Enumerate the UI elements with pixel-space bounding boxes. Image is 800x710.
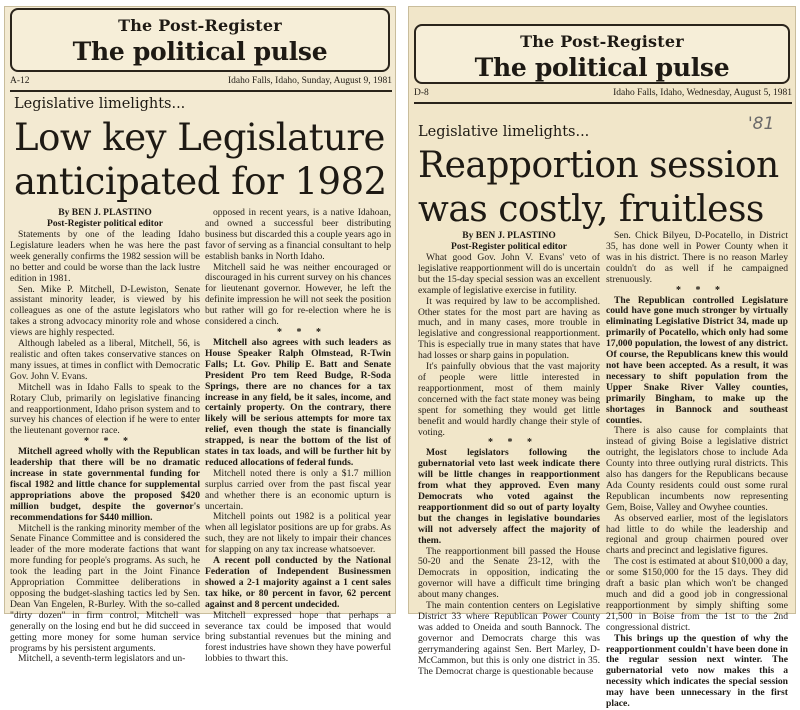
handwritten-note: '81 [748, 114, 775, 134]
article-paragraph: Although labeled as a liberal, Mitchell, 56, is realistic and often takes conservative stances on many issues, at times in conflict with Democratic Gov. John V. Evans. [10, 338, 200, 382]
article-paragraph: Sen. Chick Bilyeu, D-Pocatello, in District 35, has done well in Power County when it was in his district. There is no reason Marley couldn't do as well if he campaigned strenuously. [606, 230, 788, 285]
article-paragraph: Mitchell, a seventh-term legislators and un- [18, 653, 186, 665]
paper-name: The Post-Register [118, 16, 282, 35]
divider [414, 102, 792, 104]
article-paragraph: Mitchell also agrees with such leaders as House Speaker Ralph Olmstead, R-Twin Falls; Lt. Gov. Philip E. Batt and Senate President Pro tem Reed Budge, R-Soda Springs, there are no chances for a tax increase in any field, be it sales, income, and certainly property. On the contrary, there likely will be serious attempts for more tax relief, even though the state is financially strapped, is near the bottom of the list of states in tax loads, and will be further hit by reduced allocations of federal funds. [205, 336, 391, 468]
article-paragraph: As observed earlier, most of the legislators had little to do while the leadership and regional and group chairmen poured over charts and precinct and legislative figures. [606, 512, 788, 557]
article-column-1 [10, 208, 200, 665]
article-paragraph: Mitchell agreed wholly with the Republican leadership that there will be no dramatic increase in state governmental funding for fiscal 1982 and little chance for supplemental appropriations above the proposed $420 million budget, despite the governor's recommendations for $440 million. [10, 446, 200, 523]
dateline [10, 76, 392, 90]
article-column-2 [205, 207, 391, 665]
headline: Low key Legislature anticipated for 1982 [14, 116, 387, 203]
article-paragraph: Mitchell expressed hope that perhaps a severance tax could be imposed that would bring substantial revenues but the mining and forest industries have shown they have powerful lobbies to thwart this. [205, 609, 391, 665]
section-break: * * * [277, 326, 327, 338]
article-paragraph: There is also cause for complaints that instead of giving Boise a legislative district outright, the legislators chose to include Ada County into three outlying rural districts. This also has dangers for the Republicans because Ada County residents could oust some rural Republican incumbents now representing Gem, Boise, Valley and Owyhee counties. [606, 425, 788, 513]
byline: By BEN J. PLASTINO [58, 208, 152, 218]
article-paragraph: A recent poll conducted by the National Federation of Independent Businessmen showed a 2-1 majority against a 1 cent sales tax hike, or 80 percent in favor, 62 percent against and 8 percent undecided. [205, 555, 391, 610]
article-paragraph: Mitchell was in Idaho Falls to speak to the Rotary Club, primarily on legislative financing and reapportionment, Idaho prison system and to survey his chances of election if he were to enter the lieutenant governor race. [10, 381, 200, 437]
divider [10, 90, 392, 92]
article-column-1 [418, 231, 600, 677]
right-clipping [408, 6, 796, 710]
byline-title: Post-Register political editor [47, 219, 163, 229]
article-paragraph: Statements by one of the leading Idaho Legislature leaders when he was here the past week generally confirms the 1982 session will be no better and could be worse than the lack lustre edition in 1981. [10, 229, 200, 284]
article-paragraph: Most legislators following the gubernatorial veto last week indicate there will be little changes in reapportionment from what they approved. Even many Democrats who voted against the reapportionment did so out of party loyalty but the changes in legislative boundaries will not adversely affect the majority of them. [418, 447, 600, 546]
masthead [414, 24, 790, 84]
article-paragraph: Mitchell noted there is only a $1.7 million surplus carried over from the past fiscal year and whether there is an economic upturn is uncertain. [205, 467, 391, 512]
article-paragraph: The Republican controlled Legislature could have gone much stronger by virtually eliminating Legislative District 34, made up primarily of Pocatello, which only had some 17,000 population, the lowest of any district. Of course, the Republicans knew this would not have been accepted. As a result, it was necessary to shift population from the Upper Snake River Valley counties, primarily Bingham, to make up the shortages in Bannock and southeast counties. [606, 294, 788, 426]
date-text: Idaho Falls, Idaho, Wednesday, August 5, 1981 [613, 88, 792, 98]
left-clipping [4, 6, 396, 665]
article-paragraph: The reapportionment bill passed the House 50-20 and the Senate 23-12, with the Democrats in opposition, indicating the governor will have a difficult time bringing about many changes. [418, 545, 600, 601]
article-paragraph: What good Gov. John V. Evans' veto of legislative reapportionment will do is uncertain but the 15-day special session was an excellent example of legislative exercise in futility. [418, 252, 600, 296]
kicker: Legislative limelights... [418, 124, 590, 140]
article-paragraph: Sen. Mike P. Mitchell, D-Lewiston, Senate assistant minority leader, is viewed by his colleagues as one of the astute legislators who takes a strong advocacy minority role and whose views are highly respected. [10, 283, 200, 339]
article-paragraph: It was required by law to be accomplished. Other states for the most part are having as much, and in many cases, more trouble in legislative and congressional reapportionment. This is especially true in many states that have had losses or sharp gains in population. [418, 295, 600, 362]
kicker: Legislative limelights... [14, 96, 186, 112]
dateline [414, 88, 792, 102]
section-break: * * * [84, 436, 134, 448]
date-text: Idaho Falls, Idaho, Sunday, August 9, 1981 [227, 76, 392, 86]
page-number: A-12 [10, 76, 30, 86]
masthead [10, 8, 390, 72]
byline: By BEN J. PLASTINO [462, 231, 556, 241]
column-name: The political pulse [72, 37, 328, 66]
headline: Reapportion session was costly, fruitless [418, 145, 779, 230]
article-paragraph: The cost is estimated at about $10,000 a day, or some $150,000 for the 15 days. They did draft a basic plan which won't be changed much and did a good job in congressional reapportionment by simply shifting some 21,500 in Boise from the 1st to the 2nd congressional district. [606, 556, 788, 633]
article-column-2 [606, 230, 788, 710]
article-paragraph: It's painfully obvious that the vast majority of people were little interested in reapportionment, most of them mainly concerned with the fact state money was being spent for something they would get little benefit and would hardly change their style of voting. [418, 361, 600, 438]
section-break: * * * [488, 437, 538, 449]
article-paragraph: Mitchell is the ranking minority member of the Senate Finance Committee and is considered the leader of the more moderate factions that want more funding for people's programs. As such, he took the leading part in the Joint Finance Appropriation Committee deliberations in opposing the budget-slashing tactics led by Sen. Dean Van Engelen, R-Burley. With the so-called "dirty dozen" in firm control, Mitchell was generally on the losing end but he did succeed in getting more money for some human service programs by his persistent arguments. [10, 522, 200, 654]
article-paragraph: opposed in recent years, is a native Idahoan, and owned a successful beer distributing business but discarded this a couple years ago in favor of serving as a financial consultant to help establish banks in North Idaho. [205, 207, 391, 262]
article-paragraph: Mitchell points out 1982 is a political year when all legislator positions are up for grabs. As such, they are not likely to impair their chances for slapping on any tax increase whatsoever. [205, 511, 391, 556]
article-paragraph: Mitchell said he was neither encouraged or discouraged in his current survey on his chances for lieutenant governor. However, he left the definite impression he will not seek the position but rather will go for re-election where he is considered a cinch. [205, 261, 391, 328]
article-paragraph: This brings up the question of why the reapportionment couldn't have been done in the regular session next winter. The gubernatorial veto now makes this a necessity which indicates the special session may have been unnecessary in the first place. [606, 632, 788, 710]
paper-name: The Post-Register [520, 32, 684, 51]
page-number: D-8 [414, 88, 429, 98]
column-name: The political pulse [474, 53, 730, 82]
article-paragraph: The main contention centers on Legislative District 33 where Republican Power County was added to Oneida and south Bannock. The governor and Democrats charge this was gerrymandering against Sen. Bert Marley, D-McCammon, but this is only one district in 35. The Democrat charge is questionable because [418, 600, 600, 677]
section-break: * * * [676, 284, 726, 296]
byline-title: Post-Register political editor [451, 242, 567, 252]
